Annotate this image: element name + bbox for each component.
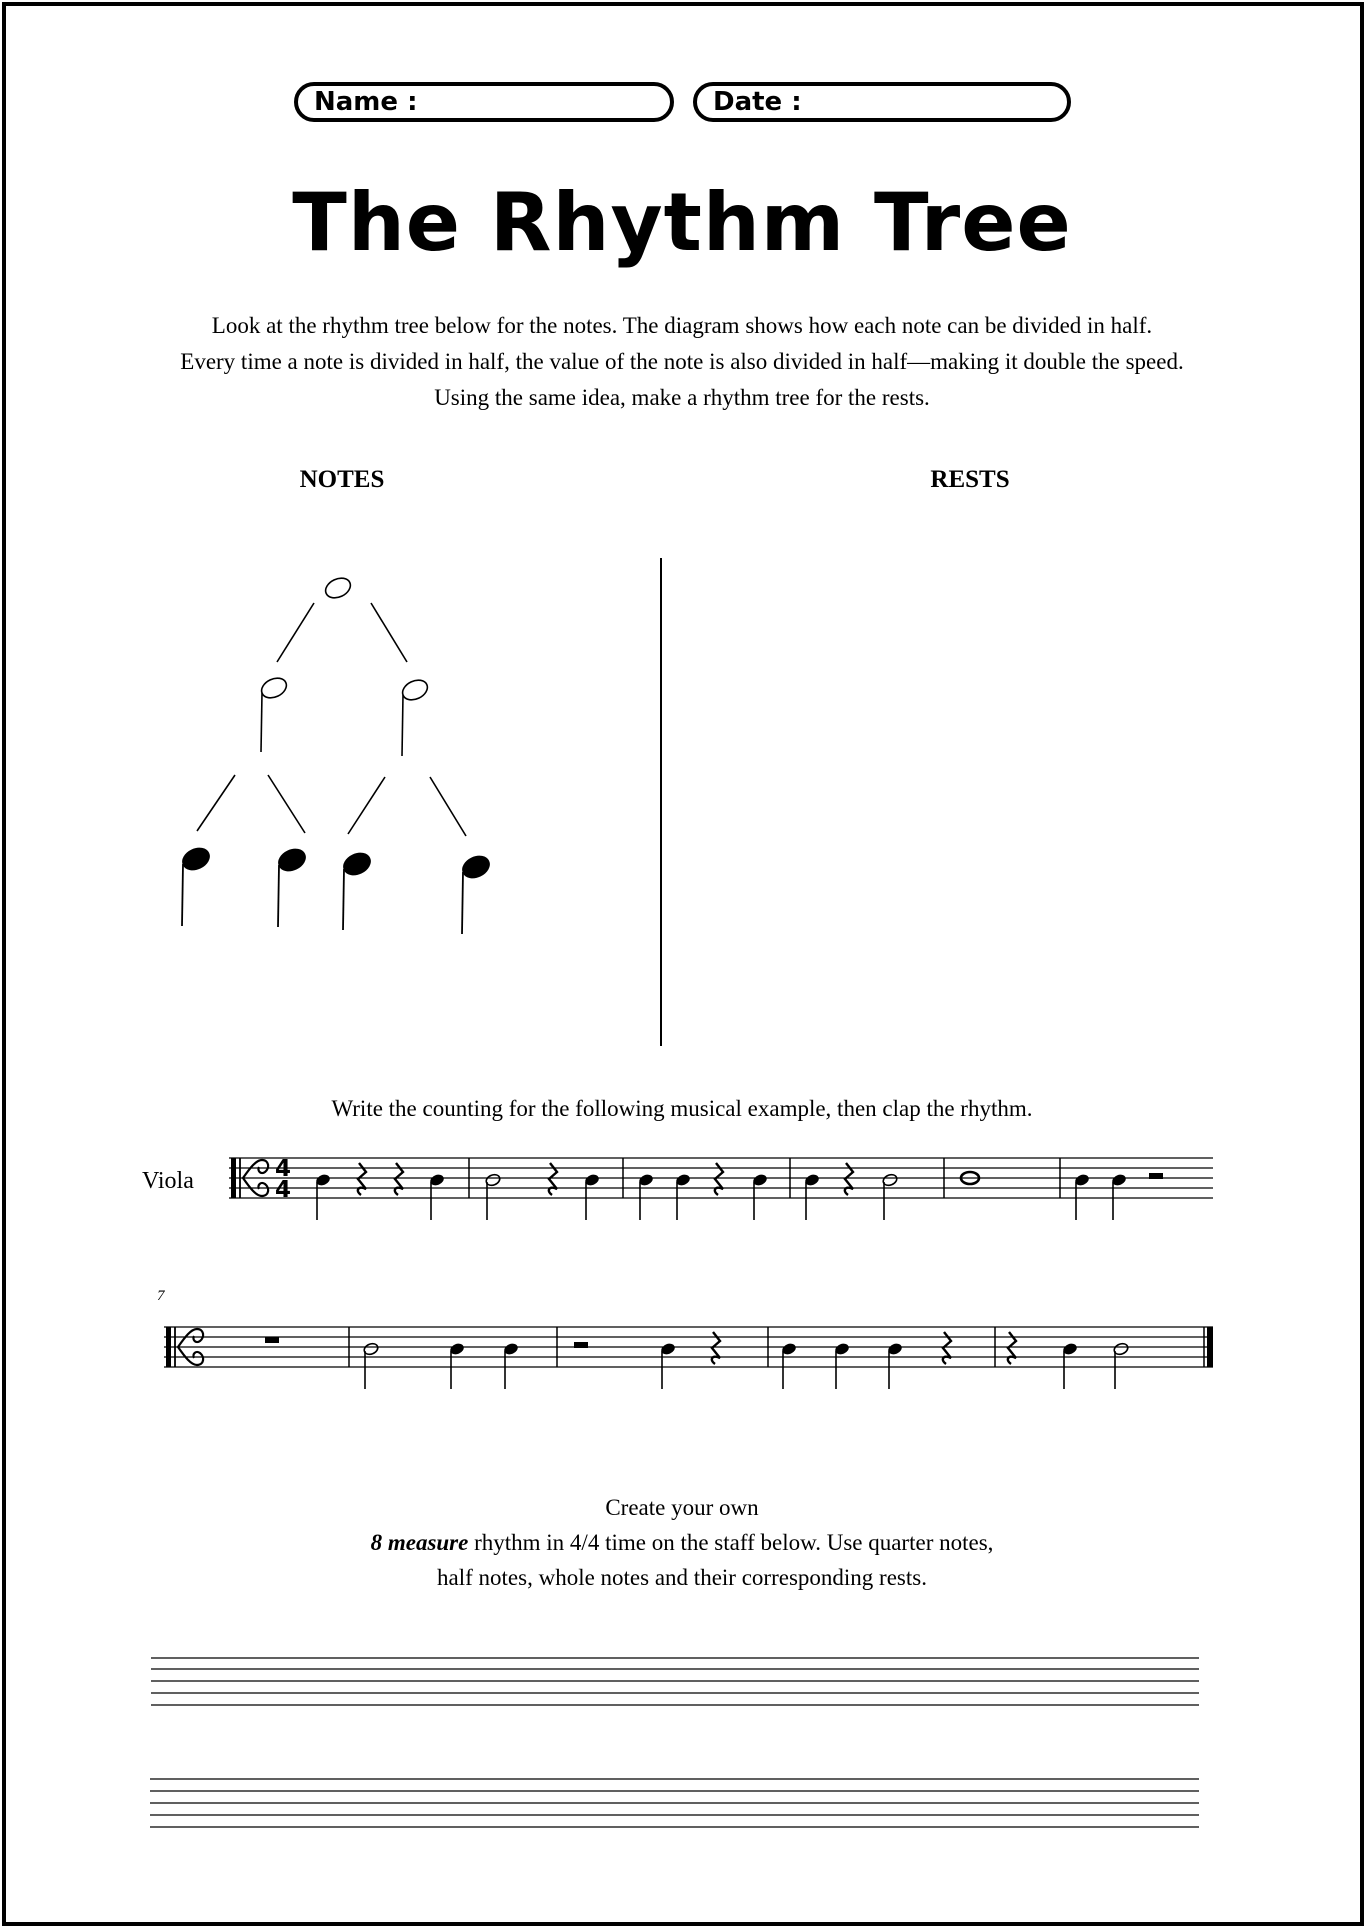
- quarter-note: [675, 1173, 692, 1220]
- notes-heading: NOTES: [299, 466, 385, 493]
- time-signature: [275, 1156, 291, 1203]
- branch-line: [268, 775, 305, 833]
- intro-line-1: Look at the rhythm tree below for the notes. The diagram shows how each note can be divided in half.: [211, 313, 1153, 338]
- intro-line-3: Using the same idea, make a rhythm tree for the rests.: [434, 385, 930, 410]
- branch-line: [277, 603, 314, 662]
- quarter-note: [449, 1342, 466, 1389]
- staff-system-2: [164, 1327, 1213, 1389]
- instrument-label: Viola: [142, 1168, 194, 1194]
- quarter-note: [503, 1342, 520, 1389]
- blank-staff-2: [150, 1779, 1199, 1827]
- staff-system-1: [229, 1156, 1213, 1220]
- quarter-note: [638, 1173, 655, 1220]
- blank-staff-1: [151, 1658, 1199, 1705]
- quarter-note: [179, 844, 213, 926]
- measure-number: 7: [157, 1288, 165, 1304]
- intro-line-2: Every time a note is divided in half, the value of the note is also divided in half—making it double the speed.: [180, 349, 1184, 374]
- quarter-note: [340, 849, 374, 930]
- create-line-1: Create your own: [605, 1495, 759, 1520]
- time-signature-bottom: 4: [274, 1177, 292, 1203]
- date-label: Date :: [713, 87, 802, 117]
- name-label: Name :: [314, 87, 418, 117]
- quarter-note: [781, 1342, 798, 1389]
- quarter-note: [834, 1342, 851, 1389]
- half-note: [1113, 1342, 1130, 1389]
- quarter-note: [804, 1173, 821, 1220]
- create-line-3: half notes, whole notes and their corresponding rests.: [437, 1565, 927, 1590]
- quarter-note: [660, 1342, 677, 1389]
- half-note: [882, 1173, 899, 1220]
- quarter-note: [1074, 1173, 1091, 1220]
- half-note: [363, 1342, 380, 1389]
- half-note: [399, 676, 430, 756]
- branch-line: [430, 777, 466, 836]
- final-barline-thick: [1207, 1327, 1213, 1367]
- rhythm-tree: [179, 574, 493, 934]
- half-note: [258, 674, 289, 752]
- quarter-note: [275, 845, 309, 927]
- create-emphasis: 8 measure: [370, 1530, 469, 1555]
- quarter-note: [1062, 1342, 1079, 1389]
- time-signature-top: 4: [274, 1156, 292, 1182]
- quarter-note: [584, 1173, 601, 1220]
- create-line-2-rest: rhythm in 4/4 time on the staff below. Use quarter notes,: [468, 1530, 994, 1555]
- quarter-note: [887, 1342, 904, 1389]
- half-rest: [574, 1342, 588, 1348]
- exercise-instruction: Write the counting for the following musical example, then clap the rhythm.: [331, 1096, 1033, 1121]
- quarter-note: [752, 1173, 769, 1220]
- branch-line: [197, 775, 235, 831]
- branch-line: [348, 777, 385, 834]
- quarter-note: [1111, 1173, 1128, 1220]
- quarter-note: [315, 1173, 332, 1220]
- rests-heading: RESTS: [930, 466, 1010, 493]
- half-note: [485, 1173, 502, 1220]
- quarter-note: [459, 852, 493, 934]
- page-title: The Rhythm Tree: [292, 176, 1072, 269]
- branch-line: [371, 603, 407, 662]
- quarter-note: [429, 1173, 446, 1220]
- whole-note: [322, 574, 353, 601]
- half-rest: [1149, 1173, 1163, 1179]
- half-rest: [265, 1337, 279, 1343]
